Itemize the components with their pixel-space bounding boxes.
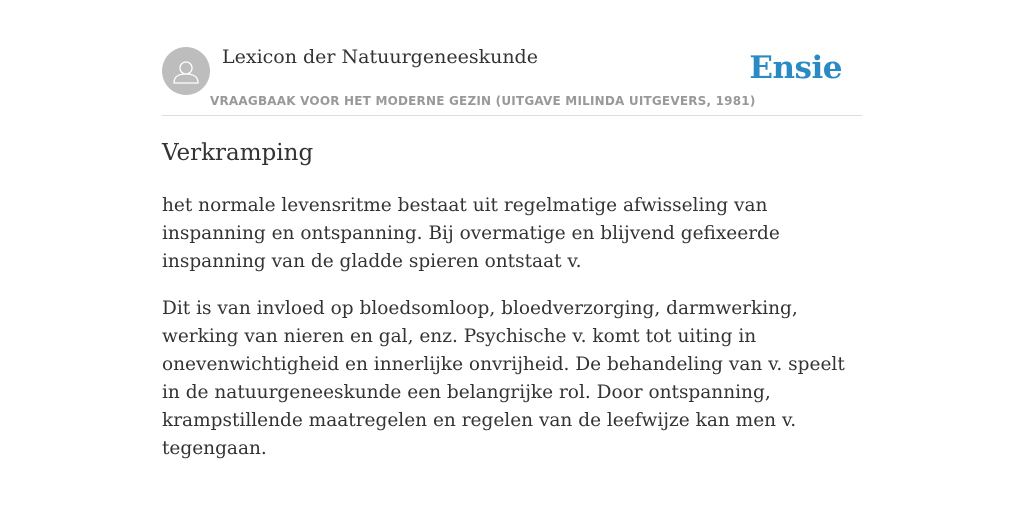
- page-container: [162, 0, 862, 459]
- source-subtitle: VRAAGBAAK VOOR HET MODERNE GEZIN (UITGAVE MILINDA UITGEVERS, 1981): [210, 94, 756, 108]
- user-silhouette-icon: [162, 47, 210, 95]
- source-title[interactable]: Lexicon der Natuurgeneeskunde: [222, 46, 538, 68]
- brand-logo[interactable]: Ensie: [749, 50, 842, 86]
- entry-paragraph: het normale levensritme bestaat uit regelmatige afwisseling van inspanning en ontspanning. Bij overmatige en blijvend gefixeerde inspanning van de gladde spieren ontstaat v.: [162, 195, 780, 272]
- entry-body: [162, 192, 862, 482]
- avatar[interactable]: [162, 47, 210, 95]
- entry-title: Verkramping: [162, 140, 314, 166]
- entry-paragraph: Dit is van invloed op bloedsomloop, bloedverzorging, darmwerking, werking van nieren en gal, enz. Psychische v. komt tot uiting in onevenwichtigheid en innerlijke onvrijheid. De behandeling van v. speelt in de natuurgeneeskunde een belangrijke rol. Door ontspanning, krampstillende maatregelen en regelen van de leefwijze kan men v. tegengaan.: [162, 298, 845, 459]
- source-header: [162, 0, 862, 116]
